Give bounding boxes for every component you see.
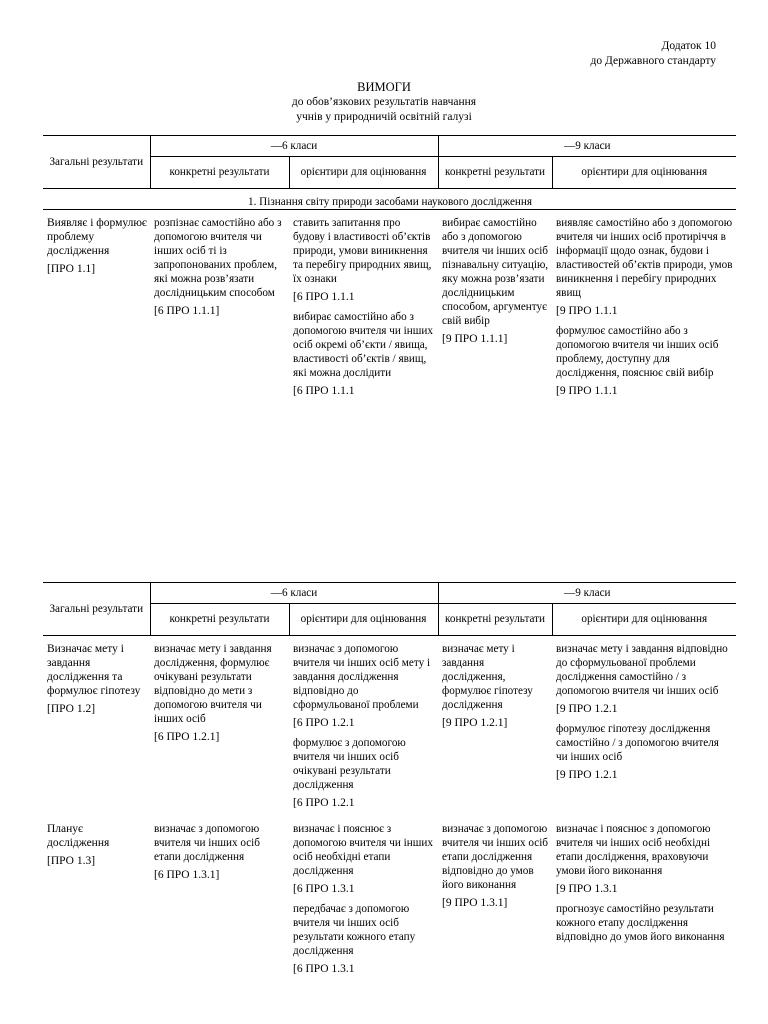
general-result-text: Визначає мету і завдання дослідження та формулює гіпотезу [47,643,141,697]
benchmark-text: виявляє самостійно або з допомогою вчителя чи інших осіб протиріччя в інформації щодо ознак, будови і властивостей об’єктів природи, умов виникнення і перебігу природних явищ [556,217,733,299]
benchmarks-9-cell [552,636,736,817]
concrete-results-6-cell [150,636,289,817]
document-subtitle-line-1: до обов’язкових результатів навчання [291,96,477,108]
addendum-number: Додаток 10 [661,40,716,52]
document-title: ВИМОГИ [357,80,411,94]
document-heading [0,80,768,125]
benchmarks-9-cell [552,816,736,982]
header-concrete-results-6: конкретні результати [150,604,289,636]
result-code: [6 ПРО 1.1.1] [154,305,220,317]
header-concrete-results-6: конкретні результати [150,157,289,189]
document-subtitle-line-2: учнів у природничій освітній галузі [296,111,472,123]
general-result-code: [ПРО 1.1] [47,263,96,275]
result-text: визначає з допомогою вчителя чи інших осіб етапи дослідження [154,823,260,863]
general-result-cell [43,210,150,405]
header-concrete-results-9: конкретні результати [438,604,552,636]
addendum-standard: до Державного стандарту [590,55,716,67]
result-code: [6 ПРО 1.2.1] [154,731,220,743]
concrete-results-6-cell [150,816,289,982]
benchmark-code: [9 ПРО 1.2.1 [556,703,618,715]
result-text: визначає мету і завдання дослідження, формулює очікувані результати відповідно до мети з допомогою вчителя чи інших осіб [154,643,272,725]
benchmarks-6-cell [289,636,438,817]
benchmark-code: [6 ПРО 1.3.1 [293,963,355,975]
general-result-code: [ПРО 1.2] [47,703,96,715]
benchmark-code: [9 ПРО 1.2.1 [556,769,618,781]
result-code: [9 ПРО 1.3.1] [442,897,508,909]
benchmark-code: [6 ПРО 1.1.1 [293,291,355,303]
requirements-table-1 [43,135,736,404]
concrete-results-9-cell [438,816,552,982]
general-result-cell [43,636,150,817]
result-text: визначає з допомогою вчителя чи інших осіб етапи дослідження відповідно до умов його виконання [442,823,549,891]
header-benchmarks-9: орієнтири для оцінювання [552,157,736,189]
requirement-row [43,816,736,982]
benchmark-code: [6 ПРО 1.3.1 [293,883,355,895]
benchmark-text: формулює гіпотезу дослідження самостійно / з допомогою вчителя чи інших осіб [556,723,719,763]
benchmark-text: формулює самостійно або з допомогою вчителя чи інших осіб проблему, доступну для дослідження, пояснює свій вибір [556,325,719,379]
benchmarks-6-cell [289,816,438,982]
result-code: [9 ПРО 1.2.1] [442,717,508,729]
header-grade-6: —6 класи [150,583,438,604]
requirements-table-2 [43,582,736,982]
header-grade-9: —9 класи [438,136,736,157]
general-result-text: Планує дослідження [47,823,110,849]
benchmark-text: визначає і пояснює з допомогою вчителя чи інших осіб необхідні етапи дослідження [293,823,433,877]
general-result-code: [ПРО 1.3] [47,855,96,867]
header-grade-6: —6 класи [150,136,438,157]
header-benchmarks-6: орієнтири для оцінювання [289,604,438,636]
benchmark-code: [9 ПРО 1.1.1 [556,305,618,317]
benchmark-text: прогнозує самостійно результати кожного етапу дослідження відповідно до умов його виконання [556,903,725,943]
header-benchmarks-9: орієнтири для оцінювання [552,604,736,636]
concrete-results-9-cell [438,636,552,817]
general-result-cell [43,816,150,982]
header-benchmarks-6: орієнтири для оцінювання [289,157,438,189]
result-text: вибирає самостійно або з допомогою вчителя чи інших осіб пізнавальну ситуацію, яку можна розв’язати дослідницьким способом, аргументує свій вибір [442,217,549,327]
result-text: визначає мету і завдання дослідження, формулює гіпотезу дослідження [442,643,533,711]
benchmark-code: [6 ПРО 1.1.1 [293,385,355,397]
benchmark-text: визначає і пояснює з допомогою вчителя чи інших осіб необхідні етапи дослідження, враховуючи умови його виконання [556,823,711,877]
result-code: [6 ПРО 1.3.1] [154,869,220,881]
header-general-results: Загальні результати [43,583,150,636]
benchmark-text: вибирає самостійно або з допомогою вчителя чи інших осіб окремі об’єкти / явища, властивості об’єктів / явищ, які можна дослідити [293,311,433,379]
benchmark-text: визначає мету і завдання відповідно до сформульованої проблеми дослідження самостійно / з допомогою вчителя чи інших осіб [556,643,728,697]
benchmarks-9-cell [552,210,736,405]
benchmark-text: визначає з допомогою вчителя чи інших осіб мету і завдання дослідження відповідно до сформульованої проблеми [293,643,431,711]
benchmark-text: ставить запитання про будову і властивості об’єктів природи, умови виникнення та перебігу природних явищ, їх ознаки [293,217,432,285]
header-grade-9: —9 класи [438,583,736,604]
concrete-results-9-cell [438,210,552,405]
section-title: 1. Пізнання світу природи засобами наукового дослідження [43,189,736,210]
general-result-text: Виявляє і формулює проблему дослідження [47,217,147,257]
benchmark-text: передбачає з допомогою вчителя чи інших осіб результати кожного етапу дослідження [293,903,416,957]
header-concrete-results-9: конкретні результати [438,157,552,189]
benchmark-code: [9 ПРО 1.3.1 [556,883,618,895]
requirement-row [43,210,736,405]
benchmark-text: формулює з допомогою вчителя чи інших осіб очікувані результати дослідження [293,737,406,791]
header-general-results: Загальні результати [43,136,150,189]
result-text: розпізнає самостійно або з допомогою вчителя чи інших осіб ті із запропонованих проблем, які можна розв’язати дослідницьким способом [154,217,282,299]
concrete-results-6-cell [150,210,289,405]
benchmark-code: [9 ПРО 1.1.1 [556,385,618,397]
addendum-reference [591,39,716,69]
result-code: [9 ПРО 1.1.1] [442,333,508,345]
benchmark-code: [6 ПРО 1.2.1 [293,797,355,809]
requirement-row [43,636,736,817]
benchmark-code: [6 ПРО 1.2.1 [293,717,355,729]
benchmarks-6-cell [289,210,438,405]
